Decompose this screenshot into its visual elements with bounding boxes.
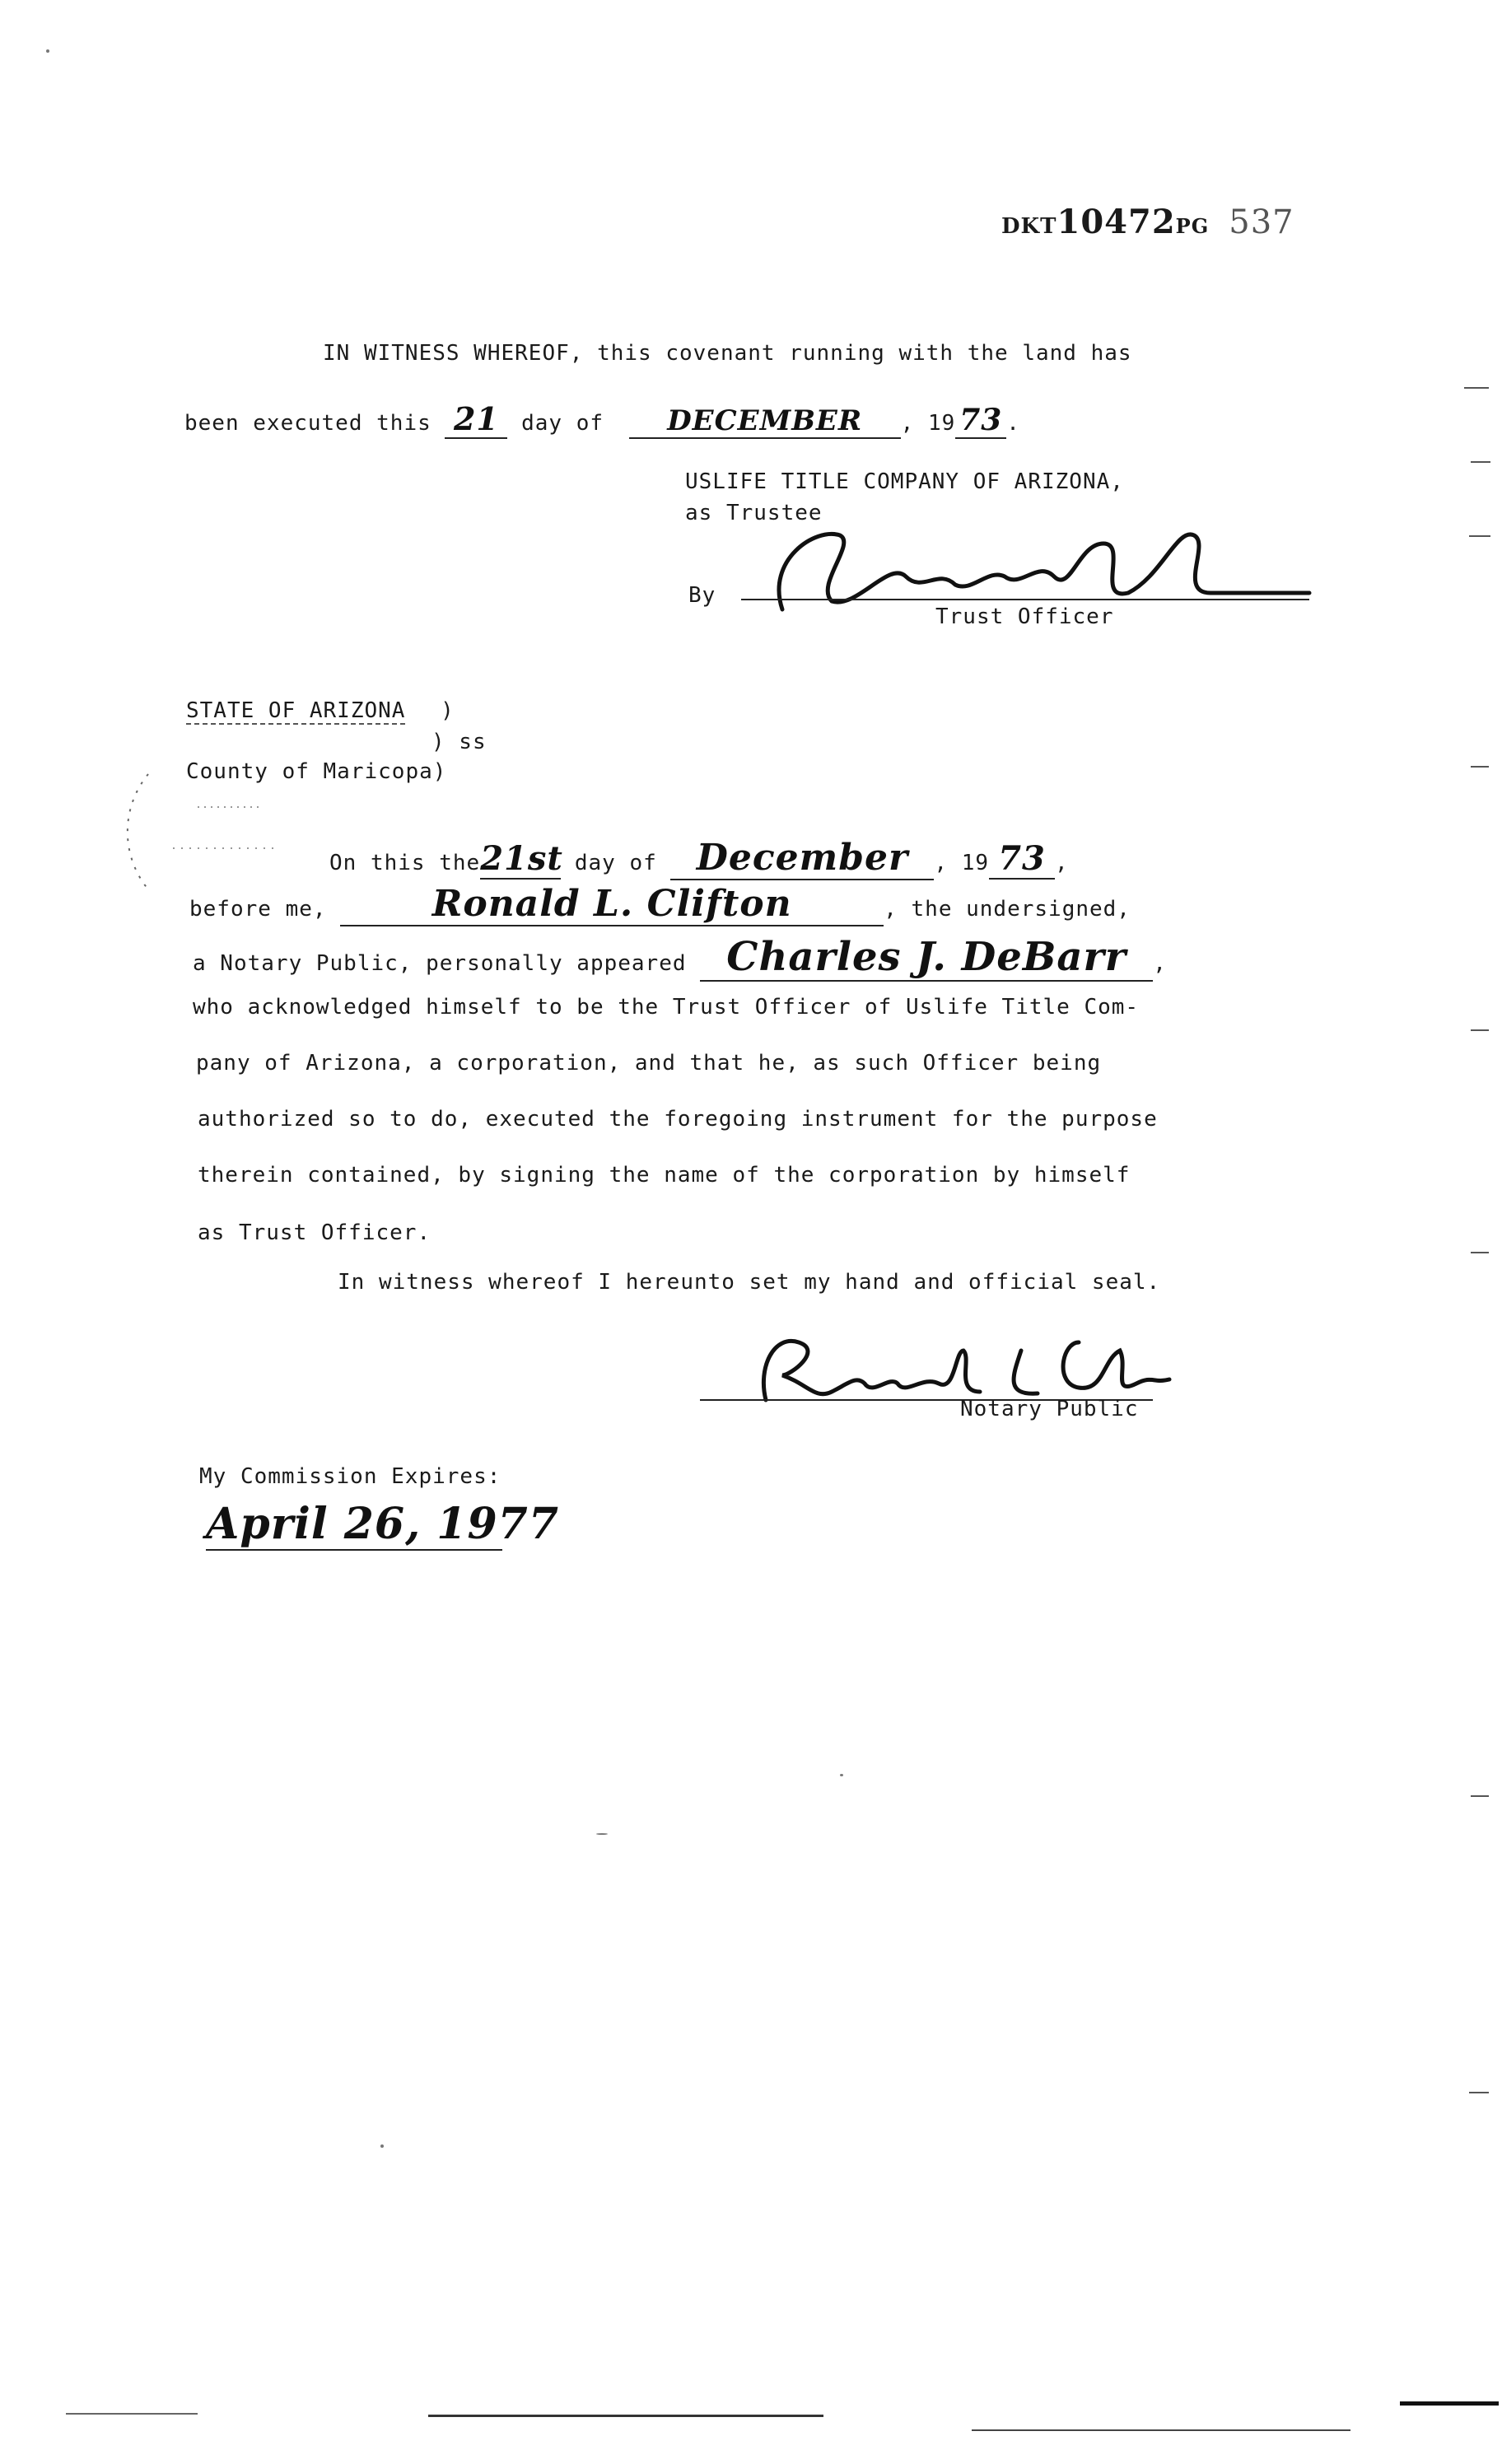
- commission-date: April 26, 1977: [206, 1499, 560, 1549]
- witness-line-1: IN WITNESS WHEREOF, this covenant running with the land has: [323, 341, 1132, 366]
- venue-paren: ): [441, 698, 455, 723]
- ack-appeared: a Notary Public, personally appeared: [193, 951, 687, 976]
- scan-bottom-smudge: [972, 2429, 1350, 2431]
- ack-line-8: as Trust Officer.: [198, 1220, 431, 1245]
- by-label: By: [688, 583, 716, 608]
- venue-state-name: STATE OF ARIZONA: [186, 698, 406, 723]
- witness-year: 73: [955, 403, 1006, 439]
- ack-line-3: [193, 934, 1167, 982]
- ack-day-of: day of: [574, 851, 657, 875]
- ack-notary-name: Ronald L. Clifton: [340, 883, 884, 926]
- ack-line-2: [189, 883, 1131, 926]
- commission-label: My Commission Expires:: [199, 1464, 501, 1489]
- record-suffix: PG: [1175, 214, 1210, 238]
- scan-bottom-smudge: [1400, 2401, 1499, 2406]
- trust-officer-title: Trust Officer: [935, 604, 1114, 629]
- record-number: [1001, 203, 1294, 241]
- ack-line-4: who acknowledged himself to be the Trust Officer of Uslife Title Com-: [193, 995, 1140, 1020]
- ack-appeared-comma: ,: [1153, 951, 1167, 976]
- ack-line-5: pany of Arizona, a corporation, and that he, as such Officer being: [196, 1051, 1102, 1076]
- witness-day: 21: [445, 400, 507, 439]
- witness-executed-text: been executed this: [184, 411, 431, 436]
- scan-edge-mark: [1471, 1252, 1489, 1253]
- trust-officer-signature: [716, 511, 1326, 618]
- venue-state: [186, 698, 455, 723]
- witness-month: DECEMBER: [629, 404, 901, 439]
- scan-bottom-smudge: [66, 2413, 198, 2415]
- scan-speck: [380, 2144, 384, 2148]
- venue-ss: ) ss: [431, 730, 487, 754]
- scan-edge-mark: [1469, 535, 1490, 537]
- scan-edge-mark: [1469, 2092, 1489, 2093]
- record-prefix: DKT: [1001, 214, 1057, 239]
- scan-edge-mark: [1471, 461, 1490, 463]
- scan-edge-mark: [1471, 1795, 1489, 1797]
- ack-month: December: [670, 837, 934, 880]
- witness-line-2: [184, 400, 1020, 439]
- scan-speck: [46, 49, 49, 53]
- scan-speck: [840, 1774, 843, 1776]
- scan-edge-mark: [1464, 387, 1489, 389]
- ack-before-me: before me,: [189, 897, 327, 922]
- ack-line-7: therein contained, by signing the name of the corporation by himself: [198, 1163, 1131, 1188]
- ack-day: 21st: [480, 839, 563, 878]
- witness-year-prefix: , 19: [900, 411, 956, 436]
- ack-line-6: authorized so to do, executed the foregoing instrument for the purpose: [198, 1107, 1158, 1132]
- scan-speck: [596, 1833, 608, 1835]
- ack-witness-line: In witness whereof I hereunto set my hand and official seal.: [338, 1270, 1161, 1295]
- scan-edge-mark: [1471, 1029, 1489, 1031]
- venue-county: County of Maricopa): [186, 759, 447, 784]
- record-docket: 10472: [1057, 203, 1176, 241]
- company-role: as Trustee: [685, 501, 823, 525]
- witness-period: .: [1006, 411, 1020, 436]
- ack-year-prefix: , 19: [934, 851, 990, 875]
- record-page: 537: [1229, 203, 1294, 241]
- ack-lead: On this the: [329, 851, 481, 875]
- ack-undersigned: , the undersigned,: [884, 897, 1131, 922]
- scan-edge-mark: [1471, 766, 1489, 768]
- ack-year-suffix: ,: [1055, 851, 1069, 875]
- company-name: USLIFE TITLE COMPANY OF ARIZONA,: [685, 469, 1124, 494]
- witness-day-of: day of: [521, 411, 604, 436]
- scan-bottom-smudge: [428, 2415, 823, 2417]
- ack-year: 73: [989, 839, 1055, 880]
- notary-title: Notary Public: [960, 1397, 1139, 1421]
- ack-line-1: [329, 837, 1069, 880]
- ack-appeared-name: Charles J. DeBarr: [700, 934, 1153, 982]
